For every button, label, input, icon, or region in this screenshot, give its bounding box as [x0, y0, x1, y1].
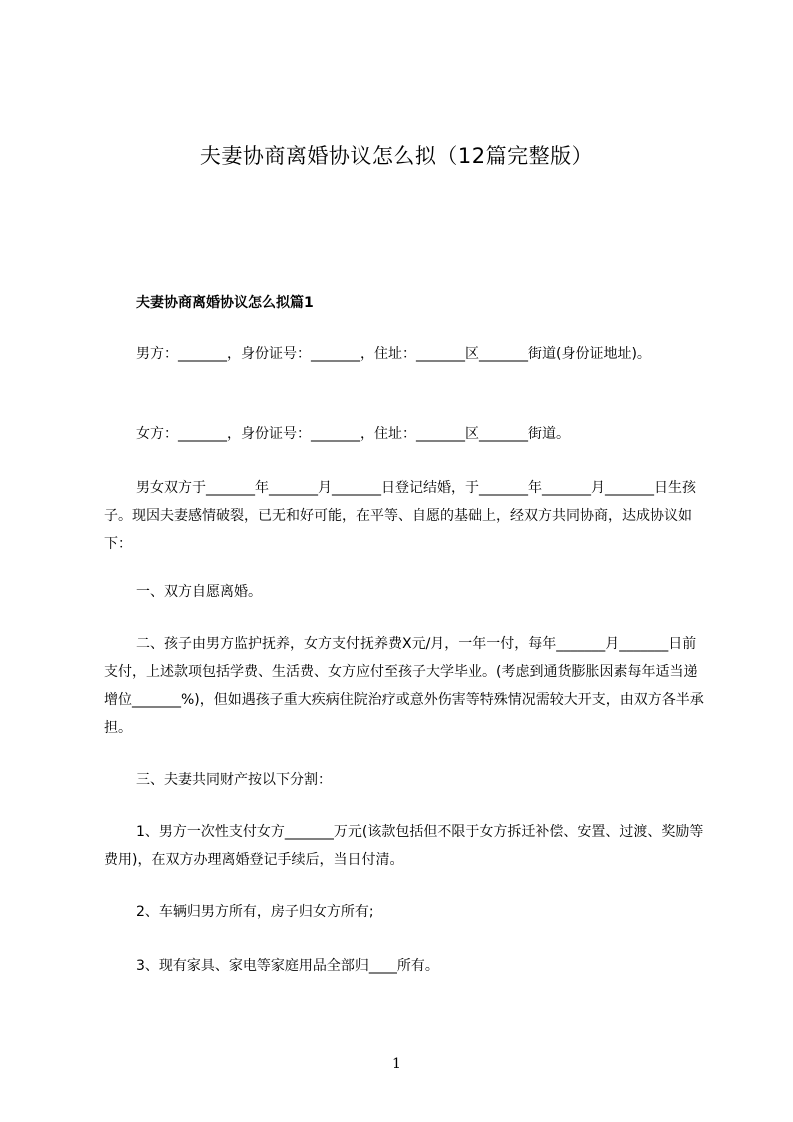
paragraph-item-2: 2、车辆归男方所有，房子归女方所有;	[136, 904, 374, 920]
paragraph-clause-3: 三、夫妻共同财产按以下分割：	[136, 772, 332, 788]
document-title: 夫妻协商离婚协议怎么拟（12篇完整版）	[199, 144, 594, 168]
paragraph-female-party: 女方：_______，身份证号：_______，住址：_______区_______街道。	[136, 426, 570, 442]
section-heading: 夫妻协商离婚协议怎么拟篇1	[136, 295, 314, 311]
paragraph-clause-1: 一、双方自愿离婚。	[136, 584, 262, 600]
paragraph-marriage-info: 男女双方于_______年_______月_______日登记结婚，于_______年_______月_______日生孩子。现因夫妻感情破裂，已无和好可能，在平等、自愿的基础上，经双方共同协商，达成协议如下：	[104, 480, 696, 552]
paragraph-clause-2: 二、孩子由男方监护抚养，女方支付抚养费X元/月，一年一付，每年_______月_______日前支付，上述款项包括学费、生活费、女方应付至孩子大学毕业。(考虑到通货膨胀因素每年适当递增位_______%)，但如遇孩子重大疾病住院治疗或意外伤害等特殊情况需较大开支，由双方各半承担。	[104, 636, 704, 736]
paragraph-item-3: 3、现有家具、家电等家庭用品全部归____所有。	[136, 958, 439, 974]
paragraph-male-party: 男方：_______，身份证号：_______，住址：_______区_______街道(身份证地址)。	[136, 346, 651, 362]
page-number: 1	[392, 1056, 401, 1072]
paragraph-item-1: 1、男方一次性支付女方_______万元(该款包括但不限于女方拆迁补偿、安置、过渡、奖励等费用)，在双方办理离婚登记手续后，当日付清。	[104, 824, 704, 868]
